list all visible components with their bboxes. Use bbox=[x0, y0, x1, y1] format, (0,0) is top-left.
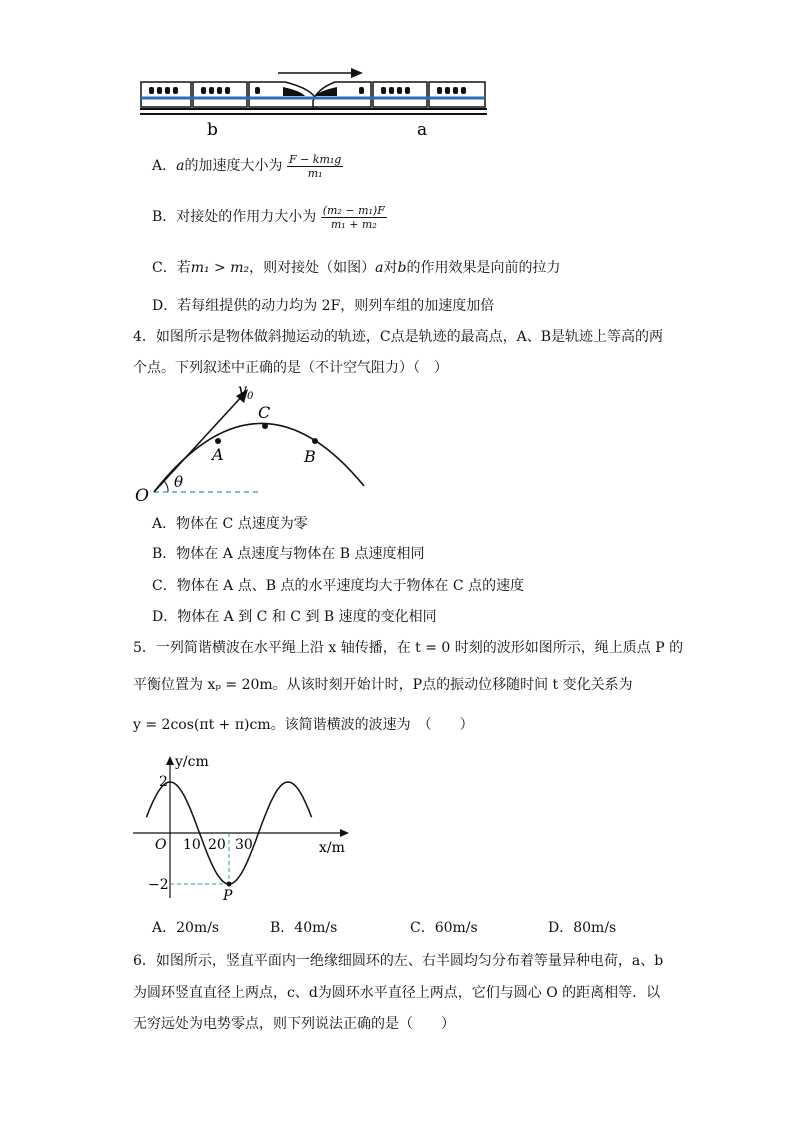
label-a: a bbox=[417, 120, 428, 140]
q3-option-a-num: F − km₁g bbox=[288, 152, 342, 166]
label-a: A bbox=[212, 445, 224, 464]
q3-option-b bbox=[152, 197, 387, 237]
q3-option-a-var: a bbox=[176, 158, 185, 174]
label-b: b bbox=[207, 120, 218, 140]
q5-option-d: D．80m/s bbox=[548, 920, 617, 936]
point-p-label: P bbox=[223, 888, 233, 904]
xtick-20: 20 bbox=[208, 837, 226, 853]
q3-option-a bbox=[152, 146, 343, 186]
q6-stem-line1: 6．如图所示，竖直平面内一绝缘细圆环的左、右半圆均匀分布着等量异种电荷，a、b bbox=[133, 953, 664, 969]
q4-option-d: D．物体在 A 到 C 和 C 到 B 速度的变化相同 bbox=[152, 609, 437, 625]
train-b bbox=[141, 82, 317, 107]
q5-graph bbox=[125, 748, 355, 908]
train-figure bbox=[135, 65, 495, 140]
projectile-diagram bbox=[130, 382, 380, 507]
q3-option-c-cond: m₁ > m₂ bbox=[190, 260, 250, 276]
ytick-top: 2 bbox=[159, 774, 168, 790]
q3-option-c-text3: 的作用效果是向前的拉力 bbox=[406, 260, 561, 276]
q3-option-b-num: (m₂ − m₁)F bbox=[322, 203, 385, 217]
xtick-10: 10 bbox=[183, 837, 201, 853]
train-diagram bbox=[135, 65, 495, 140]
point-c bbox=[262, 423, 268, 429]
direction-arrow-head bbox=[351, 68, 363, 78]
q6-stem-line2: 为圆环竖直直径上两点，c、d为圆环水平直径上两点，它们与圆心 O 的距离相等．以 bbox=[133, 985, 661, 1001]
ytick-bottom: −2 bbox=[148, 877, 169, 893]
point-b bbox=[312, 438, 318, 444]
q5-stem-line1: 5．一列简谐横波在水平绳上沿 x 轴传播，在 t = 0 时刻的波形如图所示，绳上质点 P 的 bbox=[133, 640, 684, 656]
label-c: C bbox=[258, 403, 271, 422]
q4-stem-line1: 4．如图所示是物体做斜抛运动的轨迹，C点是轨迹的最高点，A、B是轨迹上等高的两 bbox=[133, 329, 664, 345]
q3-option-c-text2: 对 bbox=[383, 260, 398, 276]
q5-stem-line2: 平衡位置为 xₚ = 20m。从该时刻开始计时，P点的振动位移随时间 t 变化关系为 bbox=[133, 677, 633, 693]
q4-option-b: B．物体在 A 点速度与物体在 B 点速度相同 bbox=[152, 546, 425, 562]
q3-option-c bbox=[152, 258, 560, 278]
wave-graph bbox=[125, 748, 355, 908]
q3-option-a-den: m₁ bbox=[307, 166, 323, 180]
point-p bbox=[227, 882, 232, 887]
point-a bbox=[215, 438, 221, 444]
q3-option-b-den: m₁ + m₂ bbox=[330, 217, 377, 231]
q4-stem-line2: 个点。下列叙述中正确的是（不计空气阻力）（ ） bbox=[133, 360, 448, 376]
q3-option-c-var-a: a bbox=[375, 260, 384, 276]
q3-option-c-var-b: b bbox=[397, 260, 407, 276]
angle-arc bbox=[164, 481, 168, 492]
x-axis-label: x/m bbox=[319, 840, 345, 856]
y-axis-label: y/cm bbox=[175, 754, 209, 770]
q6-stem-line3: 无穷远处为电势零点，则下列说法正确的是（ ） bbox=[133, 1016, 455, 1032]
q5-option-c: C．60m/s bbox=[410, 920, 478, 936]
q3-option-b-fraction bbox=[321, 204, 387, 231]
label-theta: θ bbox=[174, 473, 184, 491]
xtick-30: 30 bbox=[235, 837, 253, 853]
q3-option-c-prefix: C．若 bbox=[152, 260, 191, 276]
q3-option-c-text1: ，则对接处（如图） bbox=[249, 260, 376, 276]
label-v0: $v_0$ bbox=[238, 382, 254, 402]
q3-option-a-prefix: A． bbox=[152, 158, 177, 174]
q5-stem-line3: y = 2cos(πt + π)cm。该简谐横波的波速为 （ ） bbox=[133, 717, 474, 733]
q3-option-d: D．若每组提供的动力均为 2F，则列车组的加速度加倍 bbox=[152, 298, 495, 314]
x-axis-arrow bbox=[340, 829, 349, 837]
origin-label: O bbox=[155, 837, 167, 853]
q5-option-b: B．40m/s bbox=[270, 920, 338, 936]
velocity-v0-arrow bbox=[154, 394, 244, 492]
q3-option-a-fraction bbox=[287, 153, 343, 180]
q3-option-a-text: 的加速度大小为 bbox=[184, 158, 283, 174]
q4-option-a: A．物体在 C 点速度为零 bbox=[152, 516, 308, 532]
label-o: O bbox=[135, 486, 149, 506]
label-b: B bbox=[304, 447, 316, 466]
train-a bbox=[313, 82, 485, 107]
q3-option-b-prefix: B．对接处的作用力大小为 bbox=[152, 209, 317, 225]
q4-figure bbox=[130, 382, 380, 507]
q5-option-a: A．20m/s bbox=[152, 920, 220, 936]
q4-option-c: C．物体在 A 点、B 点的水平速度均大于物体在 C 点的速度 bbox=[152, 578, 525, 594]
y-axis-arrow bbox=[166, 756, 174, 765]
